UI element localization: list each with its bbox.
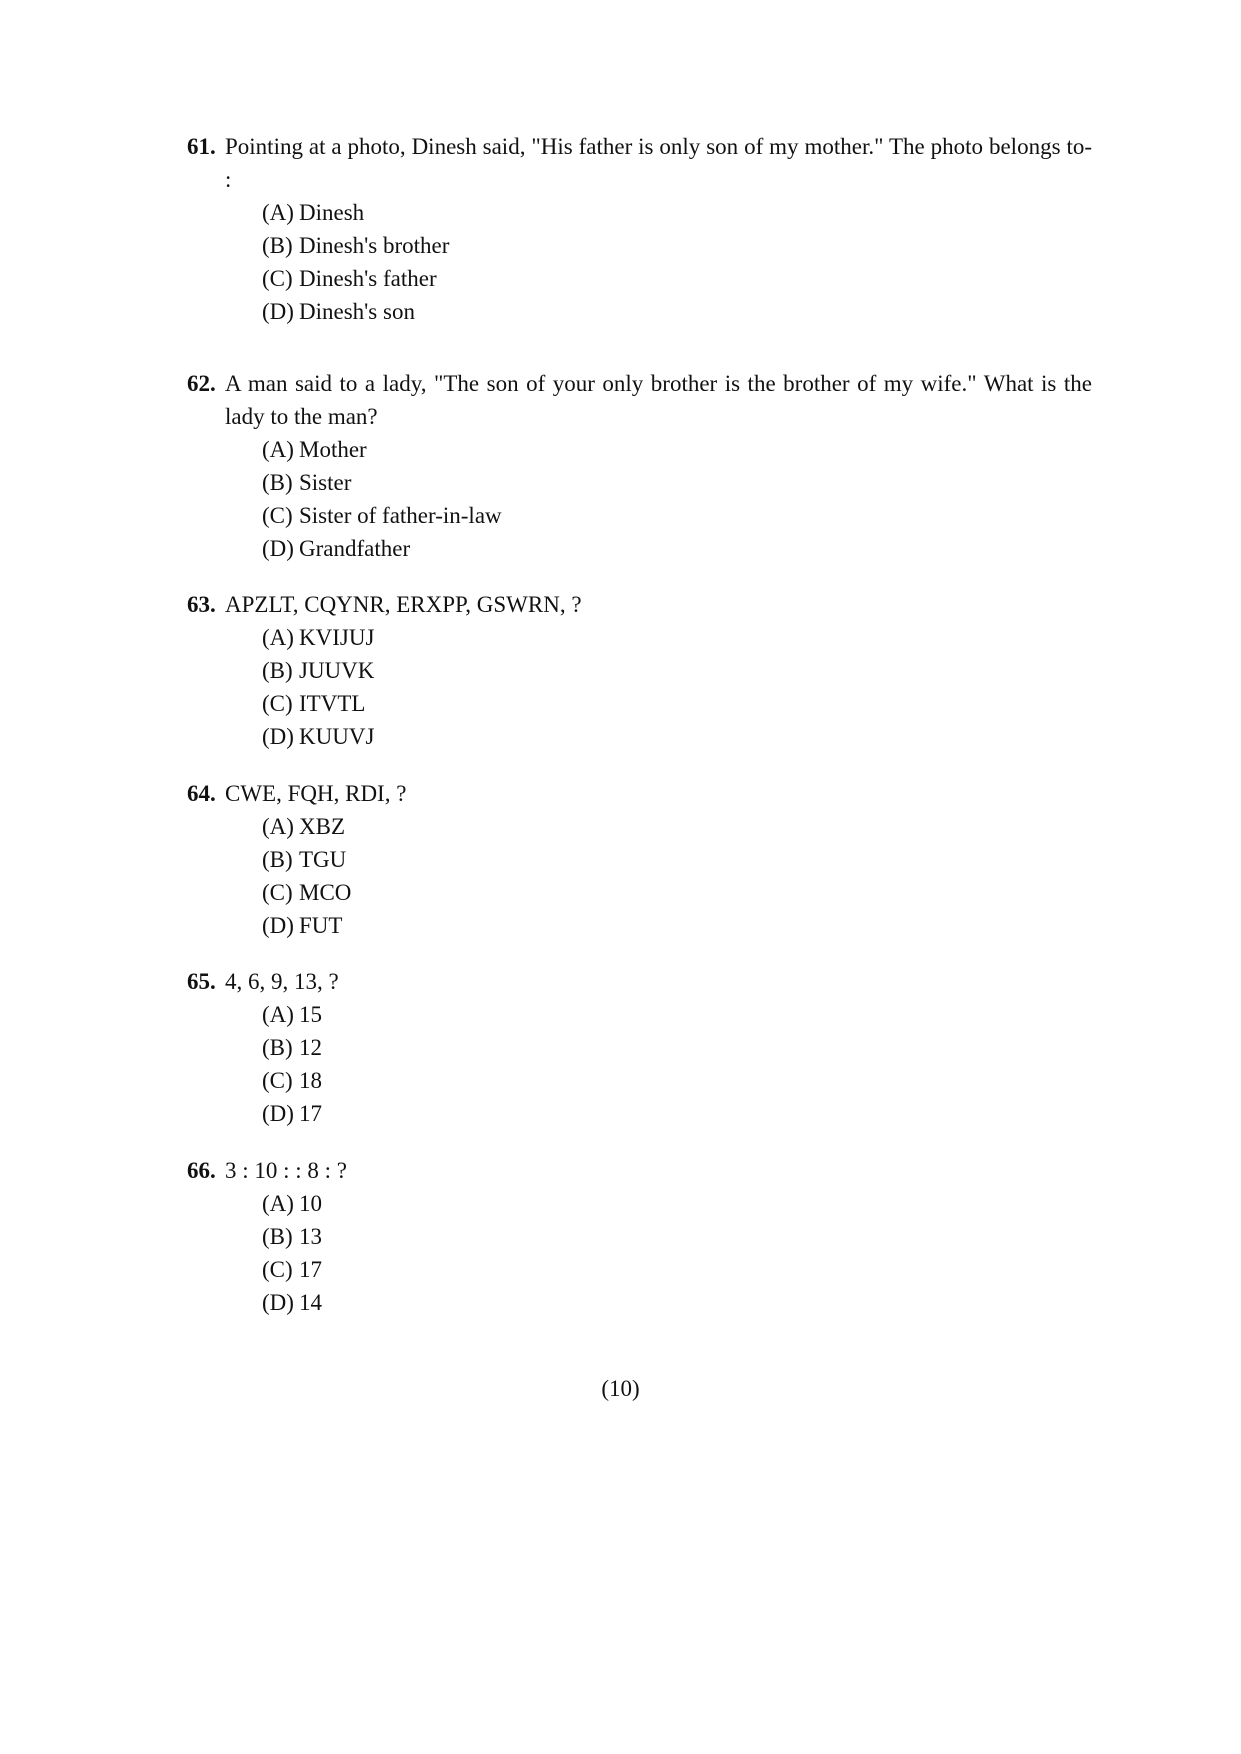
- question-stem: [187, 130, 1092, 196]
- question-64: [187, 777, 1092, 942]
- option-letter: (C): [262, 503, 293, 528]
- question-text: 4, 6, 9, 13, ?: [225, 969, 339, 994]
- option-text: Sister: [299, 470, 352, 495]
- option-letter: (D): [262, 724, 294, 749]
- option-text: Sister of father-in-law: [299, 503, 502, 528]
- question-66: [187, 1154, 1092, 1319]
- option-text: 18: [299, 1068, 322, 1093]
- option-text: 17: [299, 1257, 322, 1282]
- option-b: [262, 843, 1092, 876]
- option-text: 13: [299, 1224, 322, 1249]
- option-letter: (C): [262, 1257, 293, 1282]
- option-text: KVIJUJ: [299, 625, 375, 650]
- option-letter: (B): [262, 658, 293, 683]
- question-number: 62.: [187, 371, 216, 396]
- option-letter: (C): [262, 1068, 293, 1093]
- option-a: [262, 196, 1092, 229]
- option-text: Dinesh's son: [299, 299, 415, 324]
- question-number: 61.: [187, 134, 216, 159]
- option-c: [262, 1064, 1092, 1097]
- question-62: [187, 367, 1092, 565]
- options-list: [262, 621, 1092, 753]
- question-number: 65.: [187, 969, 216, 994]
- question-text: 3 : 10 : : 8 : ?: [225, 1158, 348, 1183]
- option-letter: (C): [262, 880, 293, 905]
- option-b: [262, 229, 1092, 262]
- option-text: 17: [299, 1101, 322, 1126]
- question-65: [187, 965, 1092, 1130]
- option-text: 12: [299, 1035, 322, 1060]
- option-b: [262, 1031, 1092, 1064]
- question-text: CWE, FQH, RDI, ?: [225, 781, 407, 806]
- option-b: [262, 466, 1092, 499]
- option-letter: (A): [262, 814, 294, 839]
- option-letter: (A): [262, 437, 294, 462]
- option-letter: (B): [262, 233, 293, 258]
- options-list: [262, 998, 1092, 1130]
- question-stem: [187, 367, 1092, 433]
- option-text: Mother: [299, 437, 367, 462]
- option-letter: (D): [262, 913, 294, 938]
- option-c: [262, 876, 1092, 909]
- question-text: APZLT, CQYNR, ERXPP, GSWRN, ?: [225, 592, 582, 617]
- option-d: [262, 1286, 1092, 1319]
- question-stem: [187, 1154, 1092, 1187]
- option-letter: (B): [262, 1035, 293, 1060]
- option-a: [262, 810, 1092, 843]
- option-letter: (D): [262, 1101, 294, 1126]
- option-text: Dinesh's brother: [299, 233, 450, 258]
- question-text: Pointing at a photo, Dinesh said, "His father is only son of my mother." The photo belongs to- :: [225, 134, 1092, 192]
- option-b: [262, 654, 1092, 687]
- option-text: KUUVJ: [299, 724, 375, 749]
- question-text: A man said to a lady, "The son of your only brother is the brother of my wife." What is the lady to the man?: [225, 371, 1092, 429]
- option-a: [262, 1187, 1092, 1220]
- option-d: [262, 295, 1092, 328]
- option-letter: (B): [262, 847, 293, 872]
- options-list: [262, 810, 1092, 942]
- question-number: 66.: [187, 1158, 216, 1183]
- question-number: 63.: [187, 592, 216, 617]
- option-letter: (C): [262, 691, 293, 716]
- question-number: 64.: [187, 781, 216, 806]
- options-list: [262, 433, 1092, 565]
- option-text: 14: [299, 1290, 322, 1315]
- option-text: XBZ: [299, 814, 345, 839]
- option-c: [262, 499, 1092, 532]
- option-b: [262, 1220, 1092, 1253]
- option-letter: (D): [262, 1290, 294, 1315]
- question-stem: [187, 588, 1092, 621]
- option-letter: (A): [262, 200, 294, 225]
- option-letter: (D): [262, 536, 294, 561]
- question-63: [187, 588, 1092, 753]
- option-text: ITVTL: [299, 691, 366, 716]
- options-list: [262, 1187, 1092, 1319]
- option-text: Dinesh's father: [299, 266, 437, 291]
- option-a: [262, 998, 1092, 1031]
- option-a: [262, 621, 1092, 654]
- option-letter: (A): [262, 1191, 294, 1216]
- option-text: Grandfather: [299, 536, 411, 561]
- option-d: [262, 532, 1092, 565]
- option-text: 15: [299, 1002, 322, 1027]
- page-number: (10): [601, 1376, 640, 1401]
- option-text: FUT: [299, 913, 343, 938]
- option-text: 10: [299, 1191, 322, 1216]
- option-letter: (A): [262, 1002, 294, 1027]
- option-letter: (A): [262, 625, 294, 650]
- option-text: JUUVK: [299, 658, 375, 683]
- option-d: [262, 1097, 1092, 1130]
- option-letter: (B): [262, 1224, 293, 1249]
- options-list: [262, 196, 1092, 328]
- option-c: [262, 687, 1092, 720]
- option-d: [262, 909, 1092, 942]
- option-text: MCO: [299, 880, 352, 905]
- option-c: [262, 1253, 1092, 1286]
- question-stem: [187, 965, 1092, 998]
- option-letter: (C): [262, 266, 293, 291]
- option-text: Dinesh: [299, 200, 365, 225]
- option-text: TGU: [299, 847, 347, 872]
- option-d: [262, 720, 1092, 753]
- option-letter: (D): [262, 299, 294, 324]
- question-61: [187, 130, 1092, 328]
- question-stem: [187, 777, 1092, 810]
- option-c: [262, 262, 1092, 295]
- option-letter: (B): [262, 470, 293, 495]
- option-a: [262, 433, 1092, 466]
